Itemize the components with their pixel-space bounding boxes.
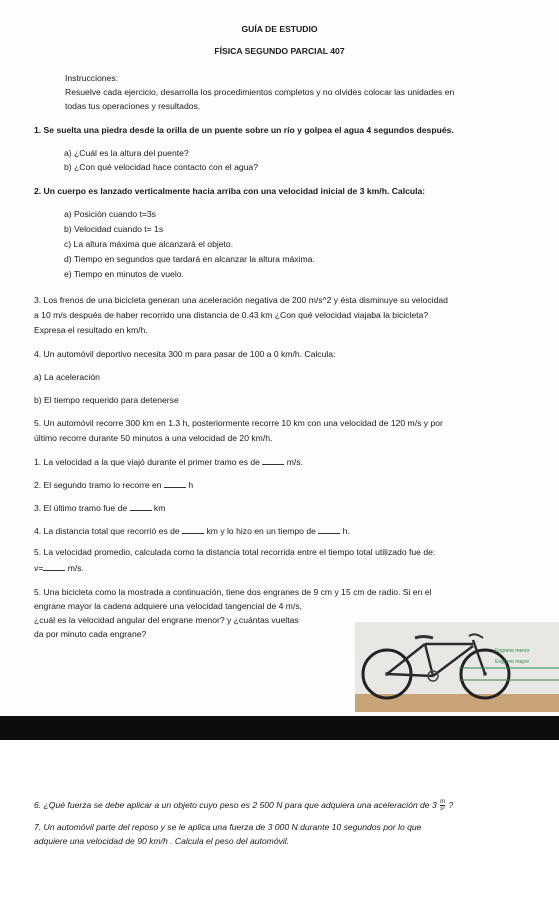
page-title: GUÍA DE ESTUDIO (241, 24, 318, 34)
page-subtitle: FÍSICA SEGUNDO PARCIAL 407 (214, 46, 345, 56)
question-7-line-1: 7. Un automóvil parte del reposo y se le aplica una fuerza de 3 000 N durante 10 segundos por lo que (34, 822, 422, 832)
acceleration-unit: $\frac{m}{\text{s²}}$ (440, 799, 446, 812)
lower-section (0, 740, 559, 906)
instructions-line-2: todas tus operaciones y resultados. (65, 101, 201, 111)
instructions-line-1: Resuelve cada ejercicio, desarrolla los procedimientos completos y no olvides colocar las unidades en (65, 87, 455, 97)
answer-blank[interactable] (182, 525, 204, 534)
question-6: 6. ¿Qué fuerza se debe aplicar a un objeto cuyo peso es 2 500 N para que adquiera una aceleración de 3 $\frac{m}{\text{s²}}$ ? (34, 799, 454, 812)
answer-blank[interactable] (164, 479, 186, 488)
question-5b-line-1: 5. Una bicicleta como la mostrada a continuación, tiene dos engranes de 9 cm y 15 cm de radio. Si en el (34, 587, 432, 597)
answer-blank[interactable] (130, 502, 152, 511)
statement-3: 3. El último tramo fue de km (34, 503, 166, 513)
question-2-a: a) Posición cuando t=3s (64, 209, 156, 219)
statement-5-answer: v= m/s. (34, 563, 84, 573)
question-1-a: a) ¿Cuál es la altura del puente? (64, 148, 189, 158)
bicycle-icon (355, 622, 559, 712)
question-3-line-3: Expresa el resultado en km/h. (34, 325, 148, 335)
large-gear-label: Engrane mayor (495, 659, 530, 665)
statement-5-line: 5. La velocidad promedio, calculada como la distancia total recorrida entre el tiempo total utilizado fue de: (34, 547, 436, 557)
question-2-c: c) La altura máxima que alcanzará el objeto. (64, 239, 234, 249)
dark-separator-band (0, 716, 559, 740)
question-3-line-1: 3. Los frenos de una bicicleta generan una aceleración negativa de 200 m/s^2 y ésta disminuye su velocidad (34, 295, 448, 305)
answer-blank[interactable] (262, 456, 284, 465)
instructions-label: Instrucciones: (65, 73, 119, 83)
statement-1: 1. La velocidad a la que viajó durante el primer tramo es de m/s. (34, 457, 303, 467)
question-5-line-2: último recorre durante 50 minutos a una velocidad de 20 km/h. (34, 433, 273, 443)
question-5b-line-2: engrane mayor la cadena adquiere una velocidad tangencial de 4 m/s, (34, 601, 303, 611)
question-1: 1. Se suelta una piedra desde la orilla de un puente sobre un río y golpea el agua 4 segundos después. (34, 125, 454, 135)
question-2: 2. Un cuerpo es lanzado verticalmente hacia arriba con una velocidad inicial de 3 km/h. Calcula: (34, 186, 426, 196)
question-2-d: d) Tiempo en segundos que tardará en alcanzar la altura máxima. (64, 254, 315, 264)
question-3-line-2: a 10 m/s después de haber recorrido una distancia de 0.43 km ¿Con qué velocidad viajaba la bicicleta? (34, 310, 429, 320)
answer-blank[interactable] (43, 562, 65, 571)
question-4: 4. Un automóvil deportivo necesita 300 m para pasar de 100 a 0 km/h. Calcula: (34, 349, 336, 359)
small-gear-label: Engrane menor (495, 648, 530, 654)
answer-blank[interactable] (318, 525, 340, 534)
bicycle-photo (355, 622, 559, 712)
question-5b-line-4: da por minuto cada engrane? (34, 629, 147, 639)
question-1-b: b) ¿Con qué velocidad hace contacto con el agua? (64, 162, 258, 172)
question-2-e: e) Tiempo en minutos de vuelo. (64, 269, 184, 279)
statement-2: 2. El segundo tramo lo recorre en h (34, 480, 194, 490)
question-7-line-2: adquiere una velocidad de 90 km/h . Calcula el peso del automóvil. (34, 836, 290, 846)
question-5b-line-3: ¿cuál es la velocidad angular del engrane menor? y ¿cuántas vueltas (34, 615, 299, 625)
statement-4: 4. La distancia total que recorrió es de km y lo hizo en un tiempo de h. (34, 526, 350, 536)
question-4-a: a) La aceleración (34, 372, 100, 382)
question-4-b: b) El tiempo requerido para detenerse (34, 395, 179, 405)
question-5-line-1: 5. Un automóvil recorre 300 km en 1.3 h, posteriormente recorre 10 km con una velocidad de 120 m/s y por (34, 418, 443, 428)
question-2-b: b) Velocidad cuando t= 1s (64, 224, 164, 234)
